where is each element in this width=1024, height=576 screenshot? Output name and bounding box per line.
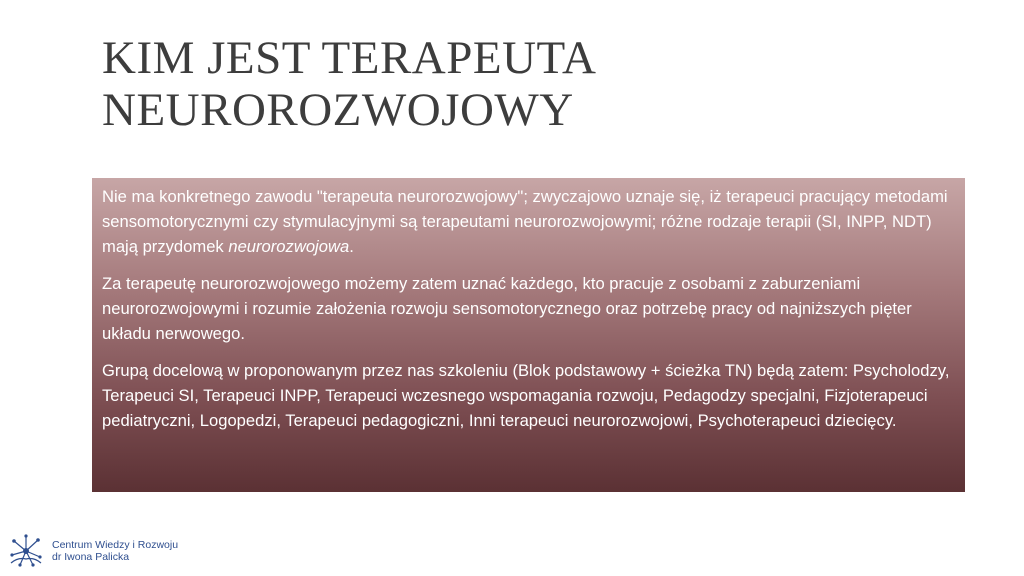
slide-title [102,32,962,136]
brain-network-icon [8,533,44,569]
paragraph-definition-end: . [349,237,354,256]
paragraph-who: Za terapeutę neurorozwojowego możemy zatem uznać każdego, kto pracuje z osobami z zaburzeniami neurorozwojowymi i rozumie założenia rozwoju sensomotorycznego oraz potrzebę pracy od najniższych pięter układu nerwowego. [102,274,912,343]
logo-line-2: dr Iwona Palicka [52,551,130,563]
logo-text [52,539,178,563]
title-line-2: NEUROROZWOJOWY [102,84,574,136]
title-line-1: KIM JEST TERAPEUTA [102,32,597,84]
logo [8,531,178,571]
paragraph-definition [102,184,955,259]
paragraph-definition-emphasis: neurorozwojowa [228,237,350,256]
logo-line-1: Centrum Wiedzy i Rozwoju [52,539,179,551]
paragraph-target-group: Grupą docelową w proponowanym przez nas szkoleniu (Blok podstawowy + ścieżka TN) będą zatem: Psycholodzy, Terapeuci SI, Terapeuci INPP, Terapeuci wczesnego wspomagania rozwoju, Pedagodzy specjalni, Fizjoterapeuci pediatryczni, Logopedzi, Terapeuci pedagogiczni, Inni terapeuci neurorozwojowi, Psychoterapeuci dziecięcy. [102,361,950,430]
content-box [92,178,965,492]
paragraph-definition-text: Nie ma konkretnego zawodu "terapeuta neurorozwojowy"; zwyczajowo uznaje się, iż terapeuci pracujący metodami sensomotorycznymi czy stymulacyjnymi są terapeutami neurorozwojowymi; różne rodzaje terapii (SI, INPP, NDT) mają przydomek [102,187,948,256]
